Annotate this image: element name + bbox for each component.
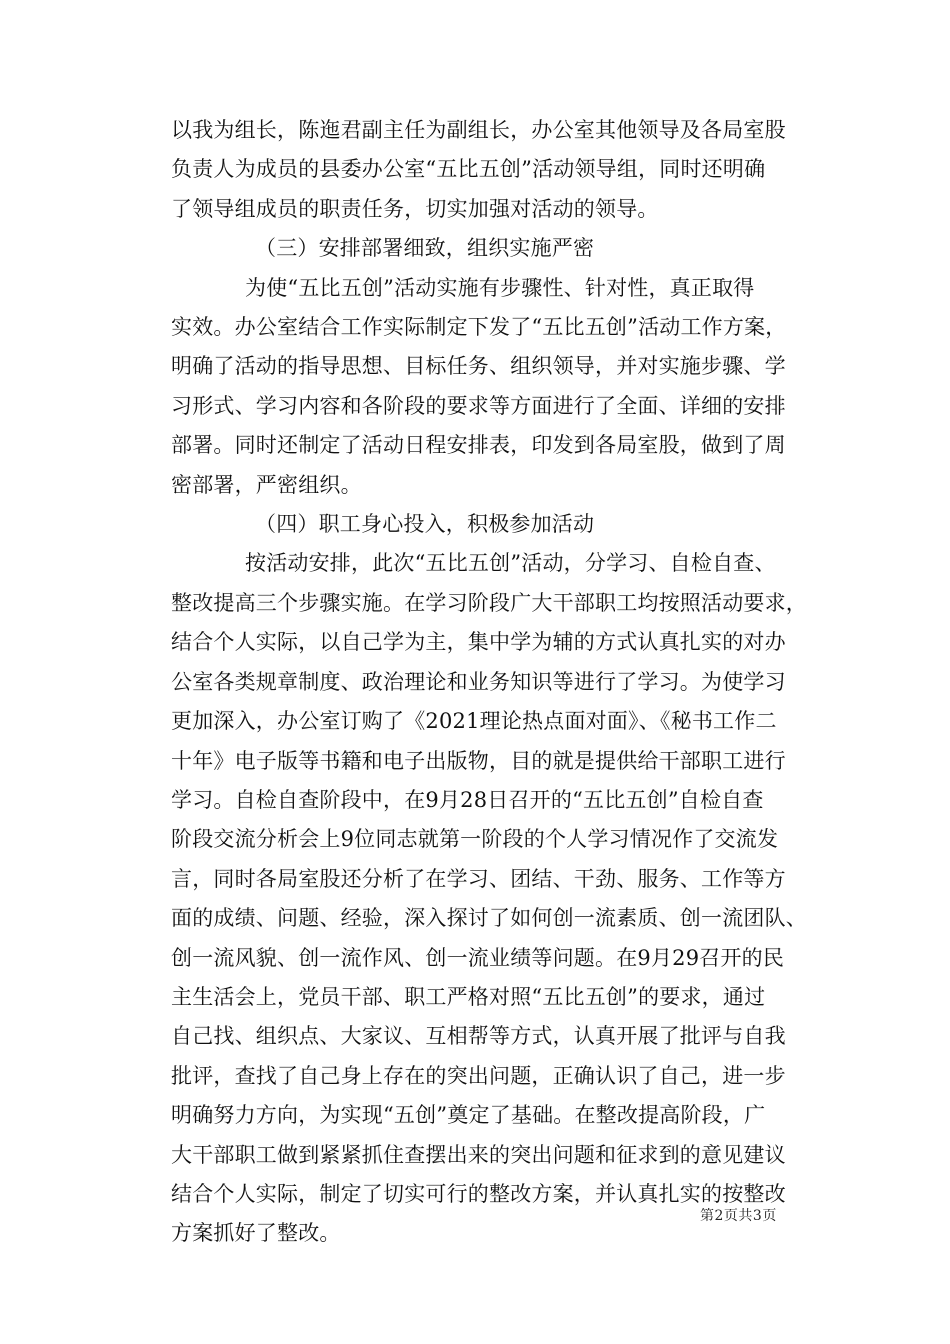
section-heading <box>171 229 821 268</box>
heading-text: （三）安排部署细致，组织实施严密 <box>255 236 595 261</box>
paragraph-line: 习形式、学习内容和各阶段的要求等方面进行了全面、详细的安排 <box>171 393 786 418</box>
paragraph-line: 以我为组长，陈迤君副主任为副组长，办公室其他领导及各局室股 <box>171 118 786 142</box>
paragraph-line: 主生活会上，党员干部、职工严格对照“五比五创”的要求，通过 <box>171 984 766 1009</box>
paragraph-line: 学习。自检自查阶段中，在9月28日召开的“五比五创”自检自查 <box>171 787 764 812</box>
paragraph-line: 了领导组成员的职责任务，切实加强对活动的领导。 <box>171 196 659 221</box>
paragraph-line: 阶段交流分析会上9位同志就第一阶段的个人学习情况作了交流发 <box>171 827 779 852</box>
paragraph-line: 按活动安排，此次“五比五创”活动，分学习、自检自查、 <box>245 551 776 576</box>
paragraph-line: 面的成绩、问题、经验，深入探讨了如何创一流素质、创一流团队、 <box>171 906 807 931</box>
paragraph-line: 结合个人实际，以自己学为主，集中学为辅的方式认真扎实的对办 <box>171 630 786 655</box>
paragraph-line: 部署。同时还制定了活动日程安排表，印发到各局室股，做到了周 <box>171 433 786 458</box>
paragraph-line: 自己找、组织点、大家议、互相帮等方式，认真开展了批评与自我 <box>171 1024 786 1049</box>
section-heading <box>171 505 821 544</box>
paragraph-line: 大干部职工做到紧紧抓住查摆出来的突出问题和征求到的意见建议 <box>171 1142 786 1167</box>
paragraph-line: 十年》电子版等书籍和电子出版物，目的就是提供给干部职工进行 <box>171 748 786 773</box>
body-paragraph <box>171 111 821 229</box>
body-paragraph <box>171 544 821 1253</box>
paragraph-line: 负责人为成员的县委办公室“五比五创”活动领导组，同时还明确 <box>171 157 766 182</box>
paragraph-line: 明确了活动的指导思想、目标任务、组织领导，并对实施步骤、学 <box>171 354 786 379</box>
heading-text: （四）职工身心投入，积极参加活动 <box>255 512 595 537</box>
paragraph-line: 言，同时各局室股还分析了在学习、团结、干劲、服务、工作等方 <box>171 866 786 891</box>
paragraph-line: 批评，查找了自己身上存在的突出问题，正确认识了自己，进一步 <box>171 1063 786 1088</box>
page-number-footer: 第2页共3页 <box>700 1208 777 1224</box>
paragraph-line: 结合个人实际，制定了切实可行的整改方案，并认真扎实的按整改 <box>171 1181 786 1206</box>
paragraph-line: 密部署，严密组织。 <box>171 472 362 497</box>
paragraph-line: 整改提高三个步骤实施。在学习阶段广大干部职工均按照活动要求， <box>171 590 807 615</box>
paragraph-line: 为使“五比五创”活动实施有步骤性、针对性，真正取得 <box>245 275 755 300</box>
paragraph-line: 创一流风貌、创一流作风、创一流业绩等问题。在9月29召开的民 <box>171 945 785 970</box>
paragraph-line: 方案抓好了整改。 <box>171 1221 341 1246</box>
paragraph-line: 公室各类规章制度、政治理论和业务知识等进行了学习。为使学习 <box>171 669 786 694</box>
paragraph-line: 更加深入，办公室订购了《2021理论热点面对面》、《秘书工作二 <box>171 709 777 734</box>
body-paragraph <box>171 269 821 505</box>
document-body <box>171 111 821 1254</box>
paragraph-line: 明确努力方向，为实现“五创”奠定了基础。在整改提高阶段，广 <box>171 1103 766 1128</box>
paragraph-line: 实效。办公室结合工作实际制定下发了“五比五创”活动工作方案， <box>171 315 787 340</box>
